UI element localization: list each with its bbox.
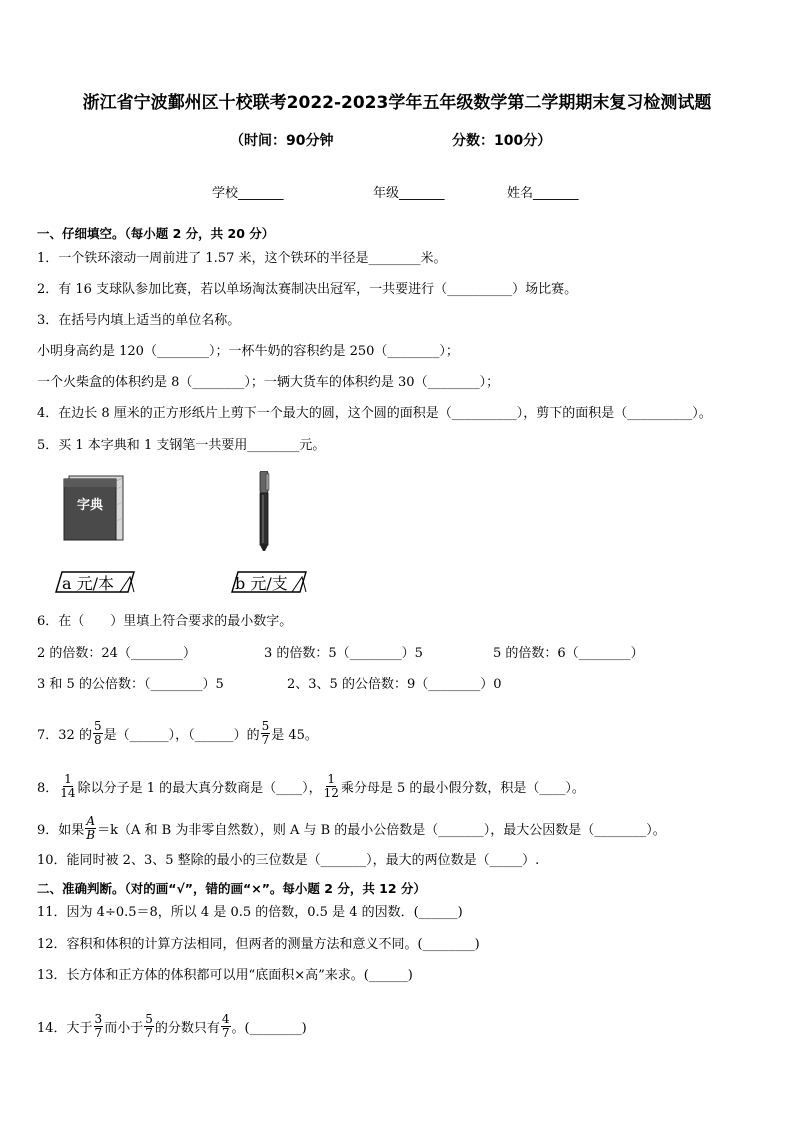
fraction-4-7: $\frac{4}{7}$	[221, 1012, 230, 1040]
question-6d: 3 和 5 的公倍数：（________）5	[37, 677, 224, 692]
question-4: 4．在边长 8 厘米的正方形纸片上剪下一个最大的圆，这个圆的面积是（__________），剪下的面积是（__________）。	[37, 406, 712, 421]
grade-field[interactable]: 年级_______	[373, 186, 445, 201]
question-14: 14．大于 $\frac{3}{7}$ 而小于 $\frac{5}{7}$ 的分数只有 $\frac{4}{7}$ 。(________)	[37, 1012, 307, 1040]
question-3a: 小明身高约是 120（________）；一杯牛奶的容积约是 250（________）；	[37, 344, 459, 359]
fraction-5-7b: $\frac{5}{7}$	[145, 1012, 153, 1040]
fraction-1-12: $\frac{1}{12}$	[323, 772, 339, 800]
question-6e: 2、3、5 的公倍数：9（________）0	[287, 677, 502, 692]
question-11: 11．因为 4÷0.5＝8，所以 4 是 0.5 的倍数，0.5 是 4 的因数．(______)	[37, 905, 463, 920]
question-13: 13．长方体和正方体的体积都可以用“底面积×高”来求。(______)	[37, 968, 413, 983]
fraction-5-7: $\frac{5}{7}$	[261, 719, 270, 747]
book-label: 字典	[76, 498, 104, 513]
question-3b: 一个火柴盒的体积约是 8（________）；一辆大货车的体积约是 30（________）；	[37, 375, 500, 390]
price-tag-a-text: a 元/本	[62, 574, 115, 593]
exam-score: 分数：100分）	[452, 133, 552, 149]
page-title: 浙江省宁波鄞州区十校联考2022-2023学年五年级数学第二学期期末复习检测试题	[82, 93, 712, 113]
section-heading-fill-blank: 一、仔细填空。（每小题 2 分，共 20 分）	[37, 226, 275, 241]
question-6b: 3 的倍数：5（________）5	[264, 646, 423, 661]
question-6c: 5 的倍数：6（________）	[493, 646, 644, 661]
question-6a: 2 的倍数：24（________）	[37, 646, 196, 661]
question-7: 7．32 的 $\frac{5}{8}$ 是（______），（______）的 $\frac{5}{7}$ 是 45。	[37, 719, 318, 747]
question-1: 1．一个铁环滚动一周前进了 1.57 米，这个铁环的半径是________米。	[37, 251, 447, 266]
fraction-a-b: $\frac{A}{B}$	[86, 814, 96, 842]
fraction-1-14: $\frac{1}{14}$	[60, 772, 76, 800]
question-6: 6．在（ ）里填上符合要求的最小数字。	[37, 614, 293, 629]
question-3: 3．在括号内填上适当的单位名称。	[37, 313, 241, 328]
fraction-3-7: $\frac{3}{7}$	[94, 1012, 103, 1040]
exam-time: （时间：90分钟	[230, 133, 334, 149]
dictionary-image	[63, 475, 125, 541]
fraction-5-8: $\frac{5}{8}$	[93, 719, 102, 747]
section-heading-true-false: 二、准确判断。（对的画“√”，错的画“×”。每小题 2 分，共 12 分）	[37, 881, 426, 896]
price-tag-b-text: b 元/支	[235, 574, 288, 593]
pen-image	[256, 471, 272, 551]
question-8: 8． $\frac{1}{14}$ 除以分子是 1 的最大真分数商是（____）， $\frac{1}{12}$ 乘分母是 5 的最小假分数，积是（____）。	[37, 772, 585, 800]
question-2: 2．有 16 支球队参加比赛，若以单场淘汰赛制决出冠军，一共要进行（__________）场比赛。	[37, 282, 578, 297]
name-field[interactable]: 姓名_______	[507, 186, 579, 201]
question-12: 12．容积和体积的计算方法相同，但两者的测量方法和意义不同。(________)	[37, 937, 480, 952]
school-field[interactable]: 学校_______	[212, 186, 284, 201]
question-9: 9．如果 $\frac{A}{B}$ ＝k（A 和 B 为非零自然数），则 A 与 B 的最小公倍数是（_______），最大公因数是（________）。	[37, 814, 666, 842]
question-5: 5．买 1 本字典和 1 支钢笔一共要用________元。	[37, 438, 326, 453]
question-10: 10．能同时被 2、3、5 整除的最小的三位数是（_______），最大的两位数是（_____）.	[37, 853, 540, 868]
